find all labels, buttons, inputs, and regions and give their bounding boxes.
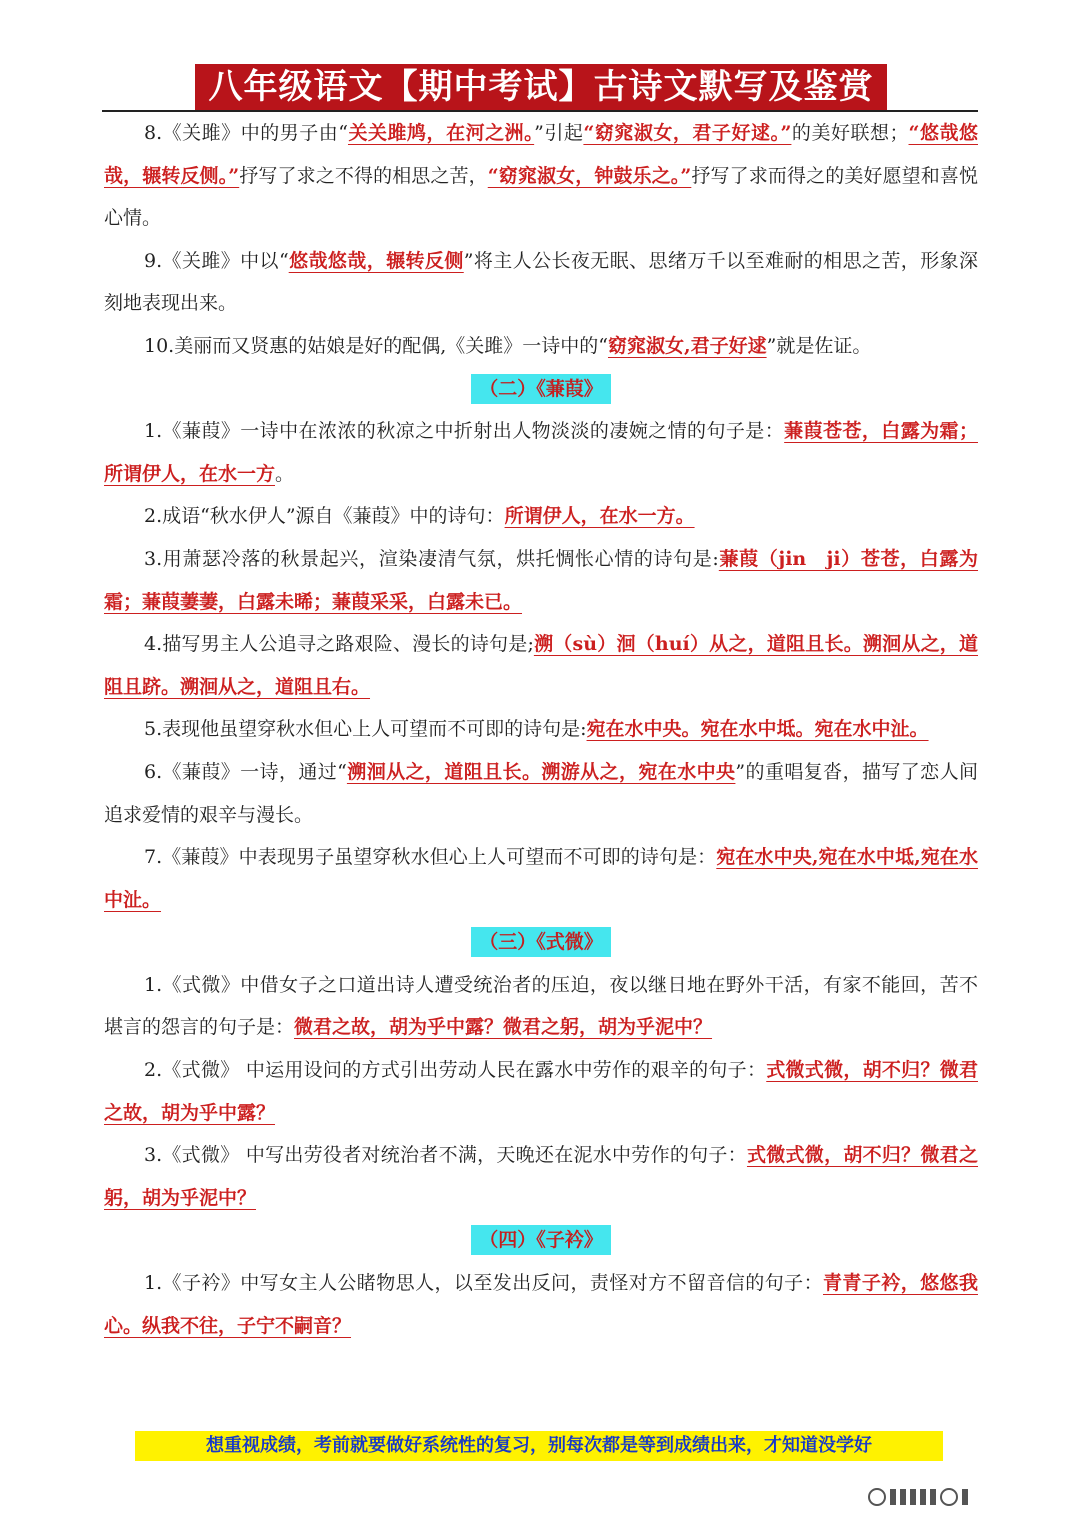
answer-text: 蒹葭苍苍，白露为霜；所谓伊人，在水一方 <box>104 420 978 485</box>
bar-icon <box>930 1489 936 1505</box>
section-heading: （二）《蒹葭》 <box>471 374 611 404</box>
answer-text: “悠哉悠哉，辗转反侧。” <box>104 122 978 187</box>
circle-icon <box>940 1488 958 1506</box>
answer-text: 所谓伊人，在水一方。 <box>504 505 695 528</box>
question-text: 的美好联想； <box>791 122 909 144</box>
answer-text: 悠哉悠哉，辗转反侧 <box>288 249 464 272</box>
footer-banner: 想重视成绩，考前就要做好系统性的复习，别每次都是等到成绩出来，才知道没学好 <box>135 1431 943 1461</box>
answer-text: 式微式微，胡不归？微君之躬，胡为乎泥中？ <box>104 1144 978 1209</box>
answer-text: 蒹葭（jin ji）苍苍，白露为霜；蒹葭萋萋，白露未晞；蒹葭采采，白露未已。 <box>104 547 979 613</box>
question-item <box>104 1262 978 1347</box>
section-heading-row <box>104 921 978 964</box>
question-text: ”将主人公长夜无眠、思绪万千以至难耐的相思之苦，形象深刻地表现出来。 <box>104 249 978 315</box>
question-text: 2.成语“秋水伊人”源自《蒹葭》中的诗句： <box>144 505 505 528</box>
answer-text: 溯洄从之，道阻且长。溯游从之，宛在水中央 <box>346 760 736 783</box>
question-item <box>104 708 978 751</box>
answer-text: 式微式微，胡不归？微君之故，胡为乎中露？ <box>104 1059 978 1124</box>
section-heading: （三）《式微》 <box>471 927 611 957</box>
question-item <box>104 495 978 538</box>
question-text: 9.《关雎》中以“ <box>144 249 289 272</box>
question-text: 1.《蒹葭》一诗中在浓浓的秋凉之中折射出人物淡淡的凄婉之情的句子是： <box>144 420 785 443</box>
bar-icon <box>910 1489 916 1505</box>
question-item <box>104 1134 978 1219</box>
document-body <box>104 112 978 1347</box>
question-text: 3.用萧瑟冷落的秋景起兴，渲染凄清气氛，烘托惆怅心情的诗句是: <box>144 547 719 570</box>
answer-text: 宛在水中央,宛在水中坻,宛在水中沚。 <box>104 846 978 911</box>
question-text: 3.《式微》 中写出劳役者对统治者不满，天晚还在泥水中劳作的句子： <box>144 1144 747 1167</box>
question-text: 7.《蒹葭》中表现男子虽望穿秋水但心上人可望而不可即的诗句是： <box>144 846 717 869</box>
question-text: 2.《式微》 中运用设问的方式引出劳动人民在露水中劳作的艰辛的句子： <box>144 1059 767 1082</box>
answer-text: 关关雎鸠，在河之洲。 <box>347 122 535 144</box>
bar-icon <box>890 1489 896 1505</box>
bar-icon <box>900 1489 906 1505</box>
question-item <box>104 836 978 921</box>
section-heading-row <box>104 1219 978 1262</box>
page-title: 八年级语文【期中考试】古诗文默写及鉴赏 <box>195 64 887 110</box>
question-item <box>104 623 978 708</box>
answer-text: 溯（sù）洄（huí）从之，道阻且长。溯洄从之，道阻且跻。溯洄从之，道阻且右。 <box>104 633 979 698</box>
section-heading-row <box>104 368 978 411</box>
question-text: ”就是佐证。 <box>766 334 872 357</box>
answer-text: 青青子衿，悠悠我心。纵我不往，子宁不嗣音？ <box>104 1272 978 1337</box>
circle-icon <box>868 1488 886 1506</box>
question-text: 抒写了求而得之的美好愿望和喜悦心情。 <box>104 164 978 230</box>
question-item <box>104 240 978 325</box>
question-item <box>104 1049 978 1134</box>
question-text: 10.美丽而又贤惠的姑娘是好的配偶,《关雎》一诗中的“ <box>144 334 608 357</box>
question-text: 8.《关雎》中的男子由“ <box>144 122 348 144</box>
question-item <box>104 538 978 623</box>
question-text: 抒写了求之不得的相思之苦， <box>239 164 488 187</box>
question-item <box>104 325 978 368</box>
answer-text: “窈窕淑女，君子好逑。” <box>583 122 792 144</box>
bar-icon <box>920 1489 926 1505</box>
question-item <box>104 410 978 495</box>
question-text: 1.《子衿》中写女主人公睹物思人，以至发出反问，责怪对方不留音信的句子： <box>144 1272 823 1295</box>
question-text: 1.《式微》中借女子之口道出诗人遭受统治者的压迫，夜以继日地在野外干活，有家不能回，苦不堪言的怨言的句子是： <box>104 973 978 1039</box>
question-text: 5.表现他虽望穿秋水但心上人可望而不可即的诗句是: <box>144 718 587 741</box>
bar-icon <box>962 1489 968 1505</box>
answer-text: 窈窕淑女,君子好逑 <box>607 334 767 357</box>
question-item <box>104 751 978 836</box>
question-text: 。 <box>275 462 295 485</box>
question-text: ”的重唱复沓，描写了恋人间追求爱情的艰辛与漫长。 <box>104 760 978 826</box>
question-text: ”引起 <box>534 122 584 144</box>
question-item <box>104 964 978 1049</box>
question-text: 4.描写男主人公追寻之路艰险、漫长的诗句是; <box>144 633 534 656</box>
question-text: 6.《蒹葭》一诗，通过“ <box>144 760 347 783</box>
answer-text: 微君之故，胡为乎中露？微君之躬，胡为乎泥中？ <box>294 1016 713 1039</box>
answer-text: 宛在水中央。宛在水中坻。宛在水中沚。 <box>586 718 929 741</box>
answer-text: “窈窕淑女，钟鼓乐之。” <box>487 164 692 187</box>
watermark-graphic <box>868 1486 1058 1508</box>
section-heading: （四）《子衿》 <box>471 1225 611 1255</box>
question-item <box>104 112 978 240</box>
